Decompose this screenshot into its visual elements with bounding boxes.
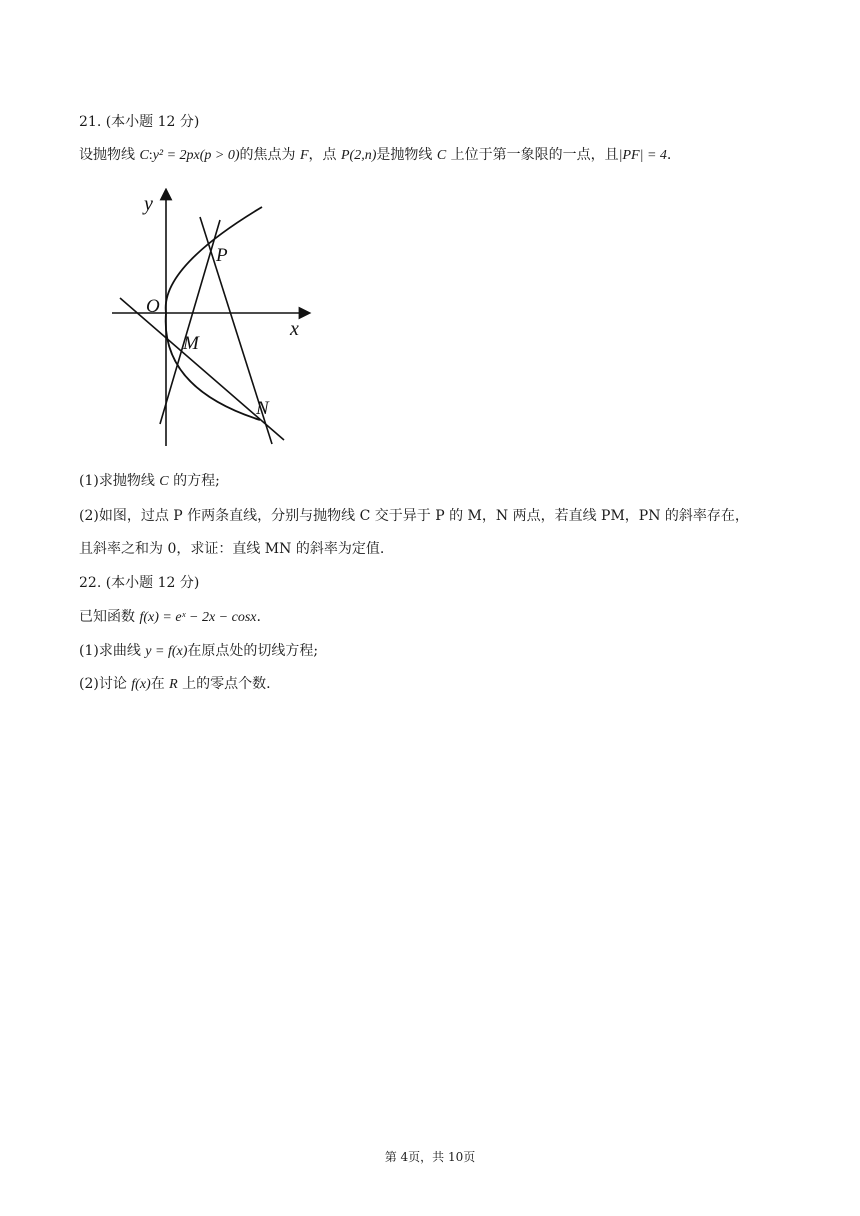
q22-part2-text-a: (2)讨论 [79, 676, 132, 692]
q21-part1-curve: C [159, 474, 169, 489]
q21-focus: F [299, 148, 309, 163]
q22-stem-text-a: 已知函数 [79, 609, 140, 625]
q22-part2-text-b: 在 [150, 676, 170, 692]
q21-stem-end: . [666, 147, 672, 163]
q22-part2-text-c: 上的零点个数. [177, 676, 271, 692]
q21-curve-name-2: C [436, 148, 447, 163]
q21-part2-line2: 且斜率之和为 0，求证：直线 MN 的斜率为定值. [79, 541, 385, 557]
q22-stem [79, 607, 261, 628]
label-n: N [256, 398, 269, 419]
q21-point-p: P(2,n) [341, 148, 377, 163]
q22-part1 [79, 641, 318, 662]
page-footer: 第 4页，共 10页 [384, 1150, 476, 1164]
q21-stem-text-b: 的焦点为 [239, 147, 300, 163]
q21-part2-line1: (2)如图，过点 P 作两条直线，分别与抛物线 C 交于异于 P 的 M，N 两点，若直线 PM，PN 的斜率存在， [79, 508, 749, 524]
q21-stem-text-e: 上位于第一象限的一点，且 [446, 147, 619, 163]
q21-parabola-equation: y² = 2px(p > 0) [152, 148, 240, 163]
q21-part1 [79, 471, 220, 492]
q22-part1-text-a: (1)求曲线 [79, 643, 146, 659]
q21-colon: : [148, 148, 153, 163]
q21-pf-condition: |PF| = 4 [618, 148, 667, 163]
q22-part2 [79, 674, 271, 695]
q21-stem-text-d: 是抛物线 [376, 147, 437, 163]
q22-part1-text-b: 在原点处的切线方程; [187, 643, 319, 659]
q22-part2-function: f(x) [131, 677, 151, 692]
q21-stem-text-a: 设抛物线 [79, 147, 140, 163]
label-x: x [290, 318, 299, 340]
q22-header: 22. (本小题 12 分) [79, 575, 200, 591]
q21-stem-text-c: ，点 [308, 147, 341, 163]
label-y: y [144, 193, 153, 215]
q22-function: f(x) = eˣ − 2x − cosx [139, 610, 257, 625]
q22-part1-curve: y = f(x) [145, 644, 188, 659]
q21-curve-name: C [139, 148, 149, 163]
q21-part1-text-b: 的方程; [168, 473, 220, 489]
label-m: M [183, 333, 199, 354]
q21-stem [79, 145, 671, 166]
parabola-figure [100, 188, 330, 450]
q22-stem-end: . [256, 609, 261, 625]
label-o: O [146, 296, 160, 317]
q22-part2-domain: R [169, 677, 178, 692]
label-p: P [216, 245, 228, 266]
q21-header: 21. (本小题 12 分) [79, 114, 200, 130]
q21-part1-text-a: (1)求抛物线 [79, 473, 160, 489]
